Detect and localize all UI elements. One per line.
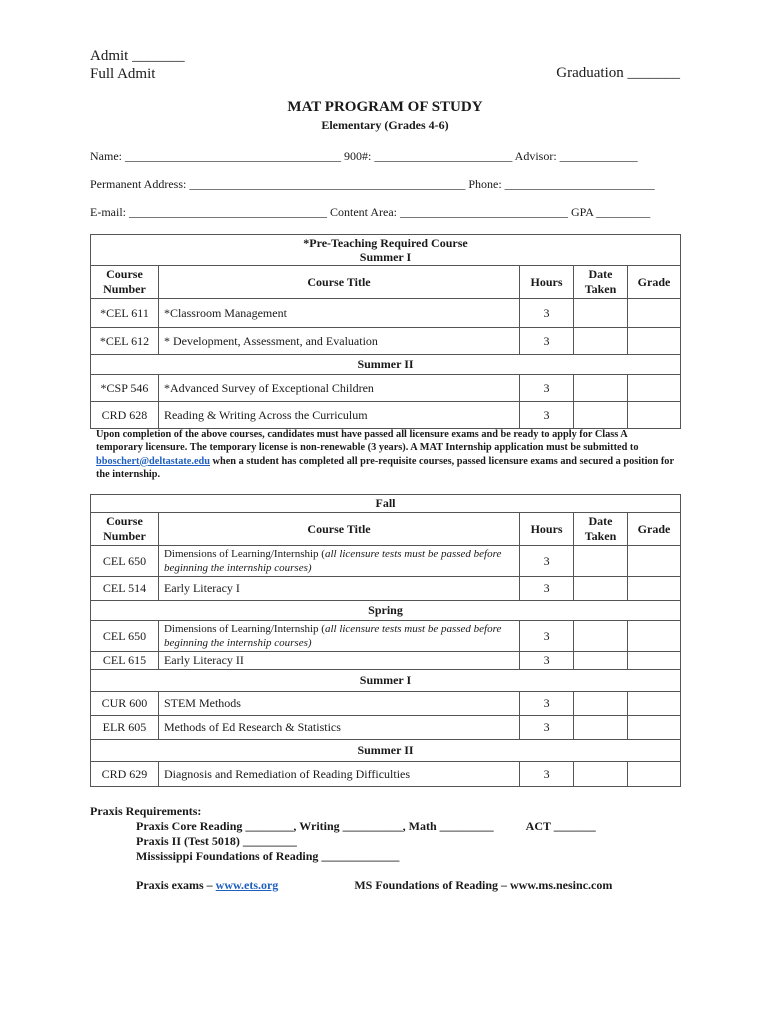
date-taken-cell[interactable] bbox=[574, 299, 628, 328]
full-admit-label: Full Admit bbox=[90, 66, 156, 82]
ms-foundations-link-text: MS Foundations of Reading – www.ms.nesinc.com bbox=[354, 878, 613, 892]
note-text-2: when a student has completed all pre-requisite courses, passed licensure exams and secured a position for the internship. bbox=[96, 455, 674, 480]
course-hours: 3 bbox=[520, 762, 574, 787]
table-row bbox=[91, 402, 681, 429]
date-taken-cell[interactable] bbox=[574, 328, 628, 355]
course-title: *Classroom Management bbox=[158, 299, 519, 328]
course-hours: 3 bbox=[520, 621, 574, 652]
date-taken-cell[interactable] bbox=[574, 577, 628, 601]
course-hours: 3 bbox=[520, 375, 574, 402]
course-hours: 3 bbox=[520, 402, 574, 429]
course-title bbox=[158, 546, 519, 577]
col-grade: Grade bbox=[628, 513, 681, 546]
email-link[interactable]: bboschert@deltastate.edu bbox=[96, 455, 210, 467]
note-text-1: Upon completion of the above courses, candidates must have passed all licensure exams and be ready to apply for Class A temporary licensure. The temporary license is non-renewable (3 years). A MAT Internship application must be submitted to bbox=[96, 429, 639, 454]
course-title: Diagnosis and Remediation of Reading Difficulties bbox=[158, 762, 519, 787]
table-row bbox=[91, 621, 681, 652]
date-taken-cell[interactable] bbox=[574, 375, 628, 402]
date-taken-cell[interactable] bbox=[574, 546, 628, 577]
ms-foundations-line[interactable]: Mississippi Foundations of Reading _____________ bbox=[136, 849, 400, 863]
col-course-title: Course Title bbox=[158, 513, 519, 546]
table-row bbox=[91, 652, 681, 670]
course-title: Methods of Ed Research & Statistics bbox=[158, 716, 519, 740]
col-grade: Grade bbox=[627, 266, 680, 299]
admit-status bbox=[90, 47, 185, 83]
course-title: STEM Methods bbox=[158, 692, 519, 716]
course-title: Early Literacy I bbox=[158, 577, 519, 601]
course-hours: 3 bbox=[520, 652, 574, 670]
course-number: CEL 650 bbox=[91, 621, 159, 652]
grade-cell[interactable] bbox=[628, 546, 681, 577]
table-row bbox=[91, 375, 681, 402]
table-row bbox=[91, 692, 681, 716]
page-subtitle: Elementary (Grades 4-6) bbox=[321, 118, 449, 132]
praxis-core-line bbox=[90, 819, 690, 834]
course-title: * Development, Assessment, and Evaluation bbox=[158, 328, 519, 355]
internship-note bbox=[96, 428, 676, 481]
act-text[interactable]: ACT _______ bbox=[525, 819, 596, 833]
grade-cell[interactable] bbox=[628, 716, 681, 740]
praxis-exams-label: Praxis exams – bbox=[136, 878, 216, 892]
date-taken-cell[interactable] bbox=[574, 652, 628, 670]
summer2-heading: Summer II bbox=[91, 740, 681, 762]
col-date-taken: Date Taken bbox=[574, 513, 628, 546]
praxis-ii-line[interactable]: Praxis II (Test 5018) _________ bbox=[136, 834, 297, 848]
date-taken-cell[interactable] bbox=[574, 692, 628, 716]
col-course-number: Course Number bbox=[91, 266, 159, 299]
spring-heading: Spring bbox=[91, 601, 681, 621]
course-title-text: Dimensions of Learning/Internship ( bbox=[163, 623, 325, 635]
praxis-links-line bbox=[90, 878, 690, 893]
course-number: CEL 615 bbox=[91, 652, 159, 670]
date-taken-cell[interactable] bbox=[574, 716, 628, 740]
table-row bbox=[91, 299, 681, 328]
grade-cell[interactable] bbox=[628, 577, 681, 601]
table-row bbox=[91, 546, 681, 577]
col-date-taken: Date Taken bbox=[574, 266, 628, 299]
table-row bbox=[91, 577, 681, 601]
praxis-heading: Praxis Requirements: bbox=[90, 804, 202, 818]
grade-cell[interactable] bbox=[627, 299, 680, 328]
grade-cell[interactable] bbox=[627, 375, 680, 402]
table-row bbox=[91, 716, 681, 740]
course-title bbox=[158, 621, 519, 652]
course-number: *CEL 612 bbox=[91, 328, 159, 355]
grade-cell[interactable] bbox=[627, 402, 680, 429]
course-hours: 3 bbox=[520, 692, 574, 716]
course-number: CRD 629 bbox=[91, 762, 159, 787]
program-table bbox=[90, 494, 681, 787]
course-number: CUR 600 bbox=[91, 692, 159, 716]
course-hours: 3 bbox=[520, 716, 574, 740]
course-number: CEL 650 bbox=[91, 546, 159, 577]
date-taken-cell[interactable] bbox=[574, 402, 628, 429]
praxis-core-text[interactable]: Praxis Core Reading ________, Writing __________, Math _________ bbox=[136, 819, 494, 833]
course-hours: 3 bbox=[520, 328, 574, 355]
table-row bbox=[91, 762, 681, 787]
course-number: *CSP 546 bbox=[91, 375, 159, 402]
ets-link[interactable]: www.ets.org bbox=[215, 878, 279, 892]
col-hours: Hours bbox=[520, 513, 574, 546]
admit-label: Admit _______ bbox=[90, 48, 185, 64]
name-900-advisor-line[interactable]: Name: ____________________________________ 900#: _______________________ Advisor: _____________ bbox=[90, 149, 638, 163]
summer1-heading: Summer I bbox=[91, 670, 681, 692]
course-number: CRD 628 bbox=[91, 402, 159, 429]
course-number: *CEL 611 bbox=[91, 299, 159, 328]
grade-cell[interactable] bbox=[628, 652, 681, 670]
praxis-requirements bbox=[90, 804, 690, 893]
fall-heading: Fall bbox=[91, 495, 681, 513]
grade-cell[interactable] bbox=[628, 692, 681, 716]
address-phone-line[interactable]: Permanent Address: ______________________________________________ Phone: _________________________ bbox=[90, 177, 655, 191]
grade-cell[interactable] bbox=[628, 621, 681, 652]
course-hours: 3 bbox=[520, 577, 574, 601]
pre-teaching-heading: *Pre-Teaching Required Course bbox=[303, 236, 468, 250]
pre-teaching-table bbox=[90, 234, 681, 429]
course-number: ELR 605 bbox=[91, 716, 159, 740]
summer1-heading: Summer I bbox=[359, 250, 412, 264]
course-hours: 3 bbox=[520, 546, 574, 577]
table-row bbox=[91, 328, 681, 355]
course-title: Reading & Writing Across the Curriculum bbox=[158, 402, 519, 429]
date-taken-cell[interactable] bbox=[574, 621, 628, 652]
course-title: Early Literacy II bbox=[158, 652, 519, 670]
course-hours: 3 bbox=[520, 299, 574, 328]
col-hours: Hours bbox=[520, 266, 574, 299]
grade-cell[interactable] bbox=[628, 762, 681, 787]
course-title-note: all licensure tests must be passed before beginning the internship courses) bbox=[163, 623, 502, 649]
course-title-note: all licensure tests must be passed before beginning the internship courses) bbox=[163, 548, 502, 574]
col-course-title: Course Title bbox=[158, 266, 519, 299]
page-title: MAT PROGRAM OF STUDY bbox=[287, 99, 483, 115]
grade-cell[interactable] bbox=[627, 328, 680, 355]
course-title: *Advanced Survey of Exceptional Children bbox=[158, 375, 519, 402]
date-taken-cell[interactable] bbox=[574, 762, 628, 787]
col-course-number: Course Number bbox=[91, 513, 159, 546]
summer2-heading: Summer II bbox=[91, 355, 681, 375]
course-title-text: Dimensions of Learning/Internship ( bbox=[163, 548, 325, 560]
table1-heading bbox=[91, 235, 681, 266]
email-content-gpa-line[interactable]: E-mail: _________________________________ Content Area: ____________________________ GPA _________ bbox=[90, 205, 651, 219]
graduation-label: Graduation _______ bbox=[556, 65, 680, 81]
course-number: CEL 514 bbox=[91, 577, 159, 601]
